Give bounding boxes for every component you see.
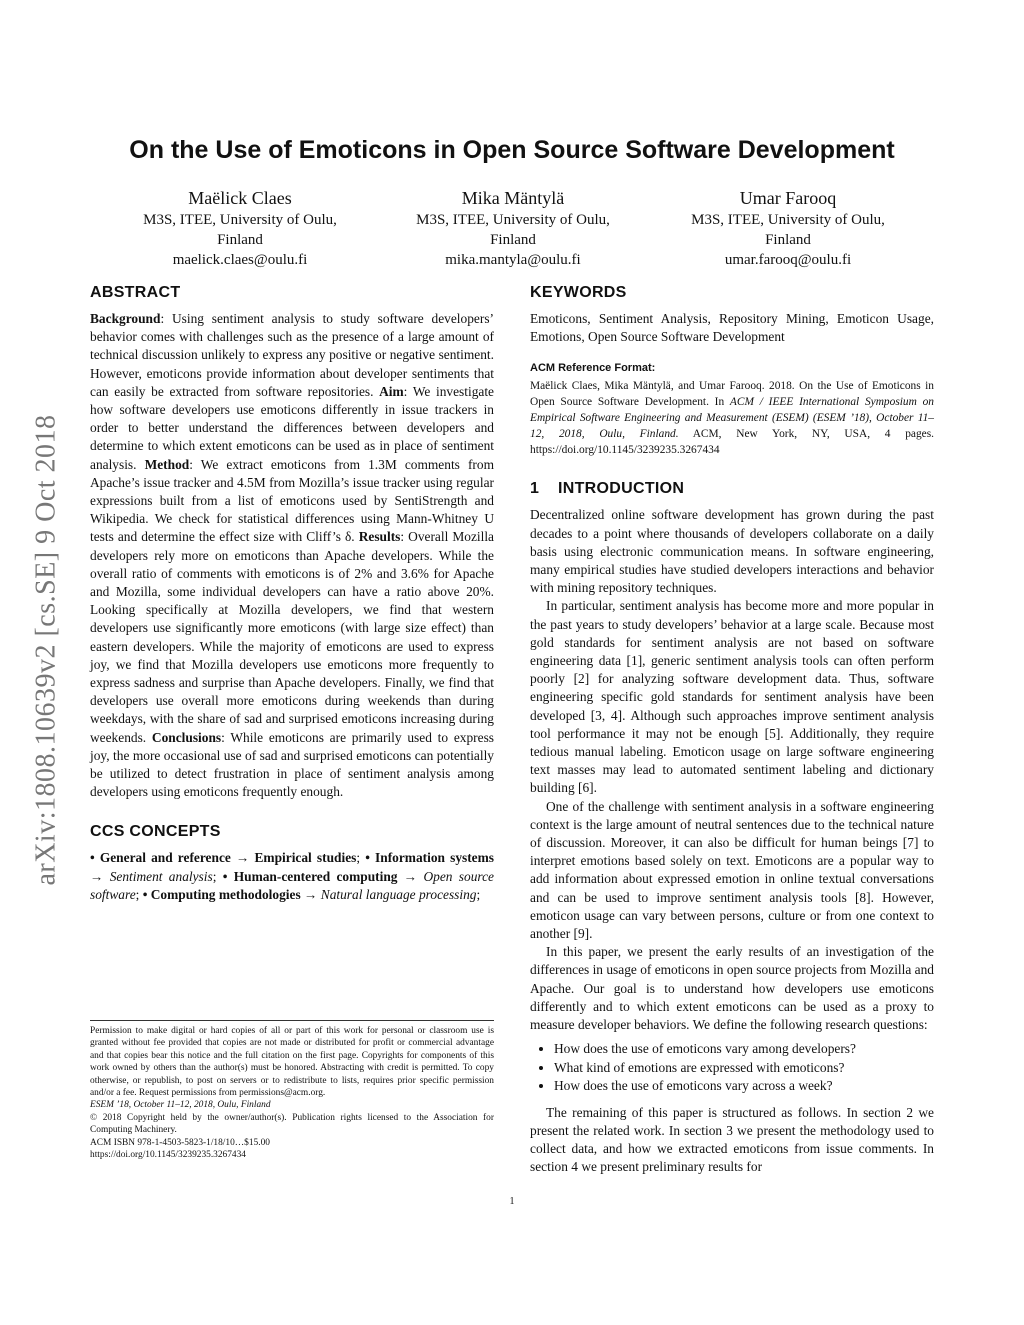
ccs-concept-4-leaf: Natural language processing	[320, 886, 477, 902]
author-email: mika.mantyla@oulu.fi	[445, 252, 581, 268]
left-column	[90, 284, 494, 904]
intro-paragraph-2: In particular, sentiment analysis has become more and more popular in the past years to study developers’ behavior at a large scale. Because most gold standards for sentiment analysis are not based on software engineering data [1], generic sentiment analysis tools can often perform poorly [2] for analyzing software development data. Thus, software engineering specific gold standards for sentiment analysis have been developed [3, 4]. Although such approaches improve sentiment analysis tool performance it may not be enough [5]. Additionally, they require tedious manual labeling. Emoticon usage on large software engineering text masses may lead to automated sentiment labeling and dictionary building [6].	[530, 598, 934, 796]
keywords-text: Emoticons, Sentiment Analysis, Repository Mining, Emoticon Usage, Emotions, Open Source Software Development	[530, 311, 934, 345]
page-number: 1	[509, 1196, 515, 1207]
ccs-concept-1: • General and reference → Empirical studies	[90, 850, 357, 866]
ccs-concept-3-leaf: Open source software	[90, 868, 494, 902]
intro-paragraph-3: One of the challenge with sentiment analysis in a software engineering context is the large amount of neutral sentences due to the technical nature of discussion. Moreover, it can also be difficult for human beings [7] to interpret emotions based solely on text. Emoticons are a popular way to add information about expressed emotion in online textual conversations and can be used to improve sentiment analysis tools [8]. However, emoticon usage can vary between persons, culture or from one context to another [9].	[530, 798, 934, 942]
research-question: • What kind of emotions are expressed with emoticons?	[554, 1059, 934, 1077]
paper-title: On the Use of Emoticons in Open Source Software Development	[129, 136, 895, 164]
copyright-notice: © 2018 Copyright held by the owner/author(s). Publication rights licensed to the Association for Computing Machinery.	[90, 1112, 494, 1136]
ccs-concept-2-leaf: Sentiment analysis	[109, 868, 213, 884]
aim-text: : We investigate how software developers use emoticons differently in issue trackers in order to better understand the differences between developers and determine to which extent emoticons can be used as in place of sentiment analysis.	[90, 383, 494, 472]
ccs-separator: ;	[212, 868, 223, 884]
doi-link[interactable]: https://doi.org/10.1145/3239235.3267434	[90, 1150, 246, 1161]
ccs-separator: ;	[476, 886, 481, 902]
research-questions-list	[530, 1040, 934, 1095]
abstract-heading: ABSTRACT	[90, 284, 181, 301]
author-country: Finland	[490, 232, 536, 248]
author-affiliation: M3S, ITEE, University of Oulu,	[143, 212, 337, 228]
keywords-heading: KEYWORDS	[530, 284, 627, 301]
ccs-concepts	[90, 849, 494, 904]
right-column	[530, 284, 934, 1176]
ccs-concept-4: • Computing methodologies →	[142, 886, 321, 902]
method-label: Method	[144, 456, 190, 472]
acm-reference-venue: ACM / IEEE International Symposium on Empirical Software Engineering and Measurement (ESEM) (ESEM ’18), October 11–12, 2018, Oulu, Finland.	[530, 396, 934, 441]
results-text: : Overall Mozilla developers rely more on emoticons than Apache developers. While the overall ratio of comments with emoticons is of 2% and 3.6% for Apache and Mozilla, some individual developers can have a ratio above 20%. Looking specifically at Mozilla developers, we find that western developers use significantly more emoticons (with large size effect) than eastern developers. While the majority of emoticons are used to express joy, we find that Mozilla developers use emoticons more frequently to express sadness and surprise than Apache developers. Finally, we find that developers use overall more emoticons during weekends than during weekdays, with the share of sad and surprised emoticons increasing during weekends.	[90, 529, 494, 745]
author-country: Finland	[217, 232, 263, 248]
acm-reference-prefix: Maëlick Claes, Mika Mäntylä, and Umar Farooq. 2018. On the Use of Emoticons in Open Source Software Development. In	[530, 380, 934, 409]
method-text: : We extract emoticons from 1.3M comments from Apache’s issue tracker and 4.5M from Mozilla’s issue tracker using regular expressions built from a list of emoticons used by SentiStrength and Wikipedia. We check for statistical differences using Mann-Whitney U tests and determine the effect size with Cliff’s δ.	[90, 456, 494, 545]
author-name: Umar Farooq	[739, 188, 837, 208]
conclusions-text: : While emoticons are primarily used to express joy, the more occasional use of sad and surprised emoticons can potentially be utilized to detect frustration in place of sentiment analysis among developers using emoticons frequently enough.	[90, 729, 495, 800]
conclusions-label: Conclusions	[151, 729, 222, 745]
ccs-heading: CCS CONCEPTS	[90, 823, 221, 841]
author-block-2	[388, 186, 638, 270]
author-name: Maëlick Claes	[188, 188, 292, 208]
acm-reference-heading: ACM Reference Format:	[530, 362, 656, 375]
author-name: Mika Mäntylä	[461, 188, 565, 208]
introduction-heading	[530, 480, 934, 498]
acm-reference-text	[530, 378, 934, 458]
author-country: Finland	[765, 232, 811, 248]
background-label: Background	[90, 311, 161, 326]
research-question: • How does the use of emoticons vary among developers?	[554, 1040, 934, 1058]
acm-isbn: ACM ISBN 978-1-4503-5823-1/18/10…$15.00	[90, 1137, 270, 1148]
intro-paragraph-1: Decentralized online software development has grown during the past decades to a point where thousands of developers collaborate on a daily basis using electronic communication means. In software engineering, many empirical studies have studied developers interactions and behavior with mining repository techniques.	[530, 507, 934, 596]
author-affiliation: M3S, ITEE, University of Oulu,	[691, 212, 885, 228]
arxiv-identifier-stamp	[28, 370, 66, 930]
ccs-concept-3: • Human-centered computing →	[222, 868, 424, 884]
author-block-1	[115, 186, 365, 270]
ccs-separator: ;	[135, 886, 143, 902]
section-number: 1	[530, 480, 540, 498]
intro-paragraph-4: In this paper, we present the early results of an investigation of the differences in usage of emoticons in open source projects from Mozilla and Apache. Our goal is to understand how developers use emoticons differently and to which extent emoticons can be used as a proxy to measure developer behaviors. We define the following research questions:	[530, 944, 934, 1033]
permission-text: Permission to make digital or hard copies of all or part of this work for personal or classroom use is granted without fee provided that copies are not made or distributed for profit or commercial advantage and that copies bear this notice and the full citation on the first page. Copyrights for components of this work owned by others than the author(s) must be honored. Abstracting with credit is permitted. To copy otherwise, or republish, to post on servers or to redistribute to lists, requires prior specific permission and/or a fee. Request permissions from permissions@acm.org.	[90, 1026, 494, 1099]
research-question: • How does the use of emoticons vary across a week?	[554, 1077, 934, 1095]
author-email: umar.farooq@oulu.fi	[724, 252, 852, 268]
intro-paragraph-5: The remaining of this paper is structured as follows. In section 2 we present the related work. In section 3 we present the methodology used to collect data, and how we extracted emoticons from issue comments. In section 4 we present preliminary results for	[530, 1104, 934, 1175]
acm-reference-suffix: ACM, New York, NY, USA, 4 pages. https://doi.org/10.1145/3239235.3267434	[530, 428, 934, 457]
ccs-concept-2: • Information systems →	[90, 850, 494, 884]
ccs-separator: ;	[356, 850, 366, 866]
background-text: : Using sentiment analysis to study software developers’ behavior comes with challenges such as the presence of a large amount of technical discussion unlikely to express any positive or negative sentiment. However, emoticons provide information about developer sentiments that can easily be extracted from software repositories.	[90, 311, 494, 399]
author-block-3	[663, 186, 913, 270]
abstract-body	[90, 310, 494, 801]
aim-label: Aim	[379, 383, 404, 399]
section-title: INTRODUCTION	[558, 480, 685, 498]
arxiv-identifier: arXiv:1808.10639v2 [cs.SE] 9 Oct 2018	[31, 414, 63, 886]
author-affiliation: M3S, ITEE, University of Oulu,	[416, 212, 610, 228]
permission-footnote	[90, 1020, 494, 1161]
results-label: Results	[358, 529, 401, 545]
author-email: maelick.claes@oulu.fi	[172, 252, 308, 268]
conference-venue: ESEM ’18, October 11–12, 2018, Oulu, Finland	[90, 1100, 271, 1111]
